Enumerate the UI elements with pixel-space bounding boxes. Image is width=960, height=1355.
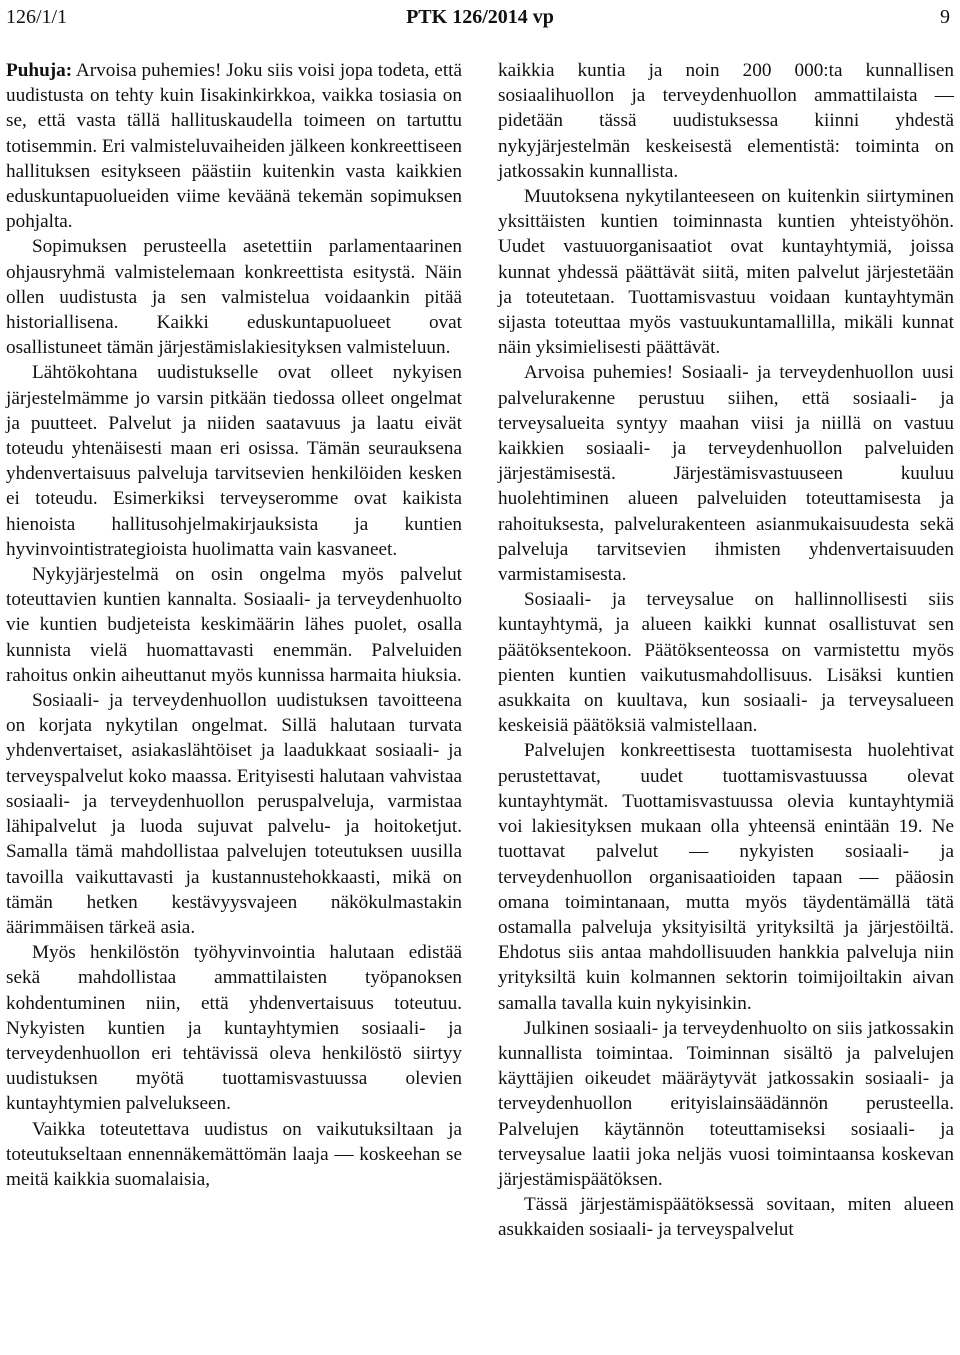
paragraph: Vaikka toteutettava uudistus on vaikutuksiltaan ja toteutukseltaan ennennäkemättömän laaja — koskeehan se meitä kaikkia suomalaisia,: [6, 1118, 462, 1190]
paragraph-text: Arvoisa puhemies! Joku siis voisi jopa todeta, että uudistusta on tehty kuin Iisakinkirkkoa, vaikka tosiasia on se, että vasta tällä hallituskaudella toimeen on tartuttu totisemmin. Eri valmisteluvaiheiden jälkeen konkreettiseen hallituksen esitykseen päästiin kuitenkin vasta kaikkien eduskuntapuolueiden viime keväänä tekemän sopimuksen pohjalta.: [6, 60, 462, 233]
paragraph: Arvoisa puhemies! Sosiaali- ja terveydenhuollon uusi palvelurakenne perustuu siihen, että sosiaali- ja terveysalueita syntyy maahan viisi ja niillä on vastuu kaikkien sosiaali- ja terveydenhuollon palveluiden järjestämisestä. Järjestämisvastuuseen kuuluu huolehtiminen alueen palveluiden toteuttamisesta ja rahoituksesta, palvelurakenteen asianmukaisuudesta sekä palveluja tarvitsevien ihmisten yhdenvertaisuuden varmistamisesta.: [498, 362, 954, 586]
header-document-id: PTK 126/2014 vp: [406, 6, 554, 28]
paragraph: Sosiaali- ja terveydenhuollon uudistuksen tavoitteena on korjata nykytilan ongelmat. Sillä halutaan turvata yhdenvertaiset, asiakaslähtöiset ja laadukkaat sosiaali- ja terveyspalvelut koko maassa. Erityisesti halutaan vahvistaa sosiaali- ja terveydenhuollon peruspalveluja, varmistaa lähipalvelut ja luoda sujuvat palvelu- ja hoitoketjut. Samalla tämä mahdollistaa palvelujen toteutuksen uusilla tavoilla vaikuttavasti ja kustannustehokkaasti, mikä on tämän hetken kestävyysvajeen näkökulmastakin äärimmäisen tärkeä asia.: [6, 690, 462, 938]
paragraph: kaikkia kuntia ja noin 200 000:ta kunnallisen sosiaalihuollon ja terveydenhuollon ammattilaista — pidetään tässä uudistuksessa kiinni yhdestä nykyjärjestelmän keskeisestä elementistä: toiminta on jatkossakin kunnallista.: [498, 60, 954, 182]
page-number: 9: [940, 6, 950, 28]
paragraph: Muutoksena nykytilanteeseen on kuitenkin siirtyminen yksittäisten kuntien toiminnasta kuntien yhteistyöhön. Uudet vastuuorganisaatiot ovat kuntayhtymiä, joissa kunnat yhdessä päättävät siitä, miten palvelut järjestetään ja toteutetaan. Tuottamisvastuu voidaan kuntayhtymän sijasta toteuttaa myös vastuukuntamallilla, mikäli kunnat näin yksimielisesti päättävät.: [498, 186, 954, 359]
left-column: [6, 58, 462, 1192]
paragraph: Nykyjärjestelmä on osin ongelma myös palvelut toteuttavien kuntien kannalta. Sosiaali- ja terveydenhuolto vie kuntien budjeteista keskimäärin lähes puolet, osalla kunnista vielä huomattavasti enemmän. Palveluiden rahoitus onkin aiheuttanut myös kunnissa harmaita hiuksia.: [6, 564, 462, 686]
paragraph: Tässä järjestämispäätöksessä sovitaan, miten alueen asukkaiden sosiaali- ja terveyspalvelut: [498, 1194, 954, 1241]
paragraph: Myös henkilöstön työhyvinvointia halutaan edistää sekä mahdollistaa ammattilaisten työpanoksen kohdentuminen niin, että yhdenvertaisuus toteutuu. Nykyisten kuntien ja kuntayhtymien sosiaali- ja terveydenhuollon eri tehtävissä oleva henkilöstö siirtyy uudistuksen myötä tuottamisvastuussa olevien kuntayhtymien palvelukseen.: [6, 942, 462, 1115]
paragraph: Lähtökohtana uudistukselle ovat olleet nykyisen järjestelmämme jo varsin pitkään tiedossa olleet ongelmat ja puutteet. Palvelut ja niiden saatavuus ja laatu eivät toteudu yhtenäisesti maan eri osissa. Tämän seurauksena yhdenvertaisuus palveluja tarvitsevien henkilöiden kesken ei toteudu. Esimerkiksi terveyseromme ovat kaikista hienoista hallitusohjelmakirjauksista ja kuntien hyvinvointistrategioista huolimatta vain kasvaneet.: [6, 362, 462, 560]
paragraph: Sosiaali- ja terveysalue on hallinnollisesti siis kuntayhtymä, ja alueen kaikki kunnat osallistuvat sen päätöksentekoon. Päätöksenteossa on varmistettu myös pienten kuntien vaikutusmahdollisuus. Lisäksi kuntien asukkaita on kuultava, kun sosiaali- ja terveysalueen keskeisiä päätöksiä valmistellaan.: [498, 589, 954, 737]
header-session-ref: 126/1/1: [6, 6, 68, 28]
page-header: [0, 0, 960, 40]
paragraph: Julkinen sosiaali- ja terveydenhuolto on siis jatkossakin kunnallista toimintaa. Toiminnan sisältö ja palvelujen käyttäjien oikeudet määräytyvät jatkossakin sosiaali- ja terveydenhuollon erityislainsäädännön perusteella. Palvelujen käytännön toteuttamiseksi sosiaali- ja terveysalue laatii joka neljäs vuosi toimintaansa koskevan järjestämispäätöksen.: [498, 1017, 954, 1190]
right-column: [498, 58, 954, 1243]
speaker-label: Puhuja:: [6, 60, 73, 81]
paragraph: [6, 58, 462, 234]
paragraph: Sopimuksen perusteella asetettiin parlamentaarinen ohjausryhmä valmistelemaan konkreettista esitystä. Näin ollen uudistusta ja sen valmistelua voidaankin pitää historiallisena. Kaikki eduskuntapuolueet ovat osallistuneet tämän järjestämislakiesityksen valmisteluun.: [6, 236, 462, 359]
paragraph: Palvelujen konkreettisesta tuottamisesta huolehtivat perustettavat, uudet tuottamisvastuussa olevat kuntayhtymät. Tuottamisvastuussa olevia kuntayhtymiä voi lakiesityksen mukaan olla yhteensä enintään 19. Ne tuottavat palvelut — nykyisten sosiaali- ja terveydenhuollon organisaatioiden tapaan — pääosin omana toimintanaan, mutta myös täydentämällä tätä ostamalla palveluja yksityisiltä yrityksiltä ja järjestöiltä. Ehdotus siis antaa mahdollisuuden hankkia palveluja niin yrityksiltä kuin kolmannen sektorin toimijoiltakin aivan samalla tavalla kuin nykyisinkin.: [498, 740, 954, 1014]
